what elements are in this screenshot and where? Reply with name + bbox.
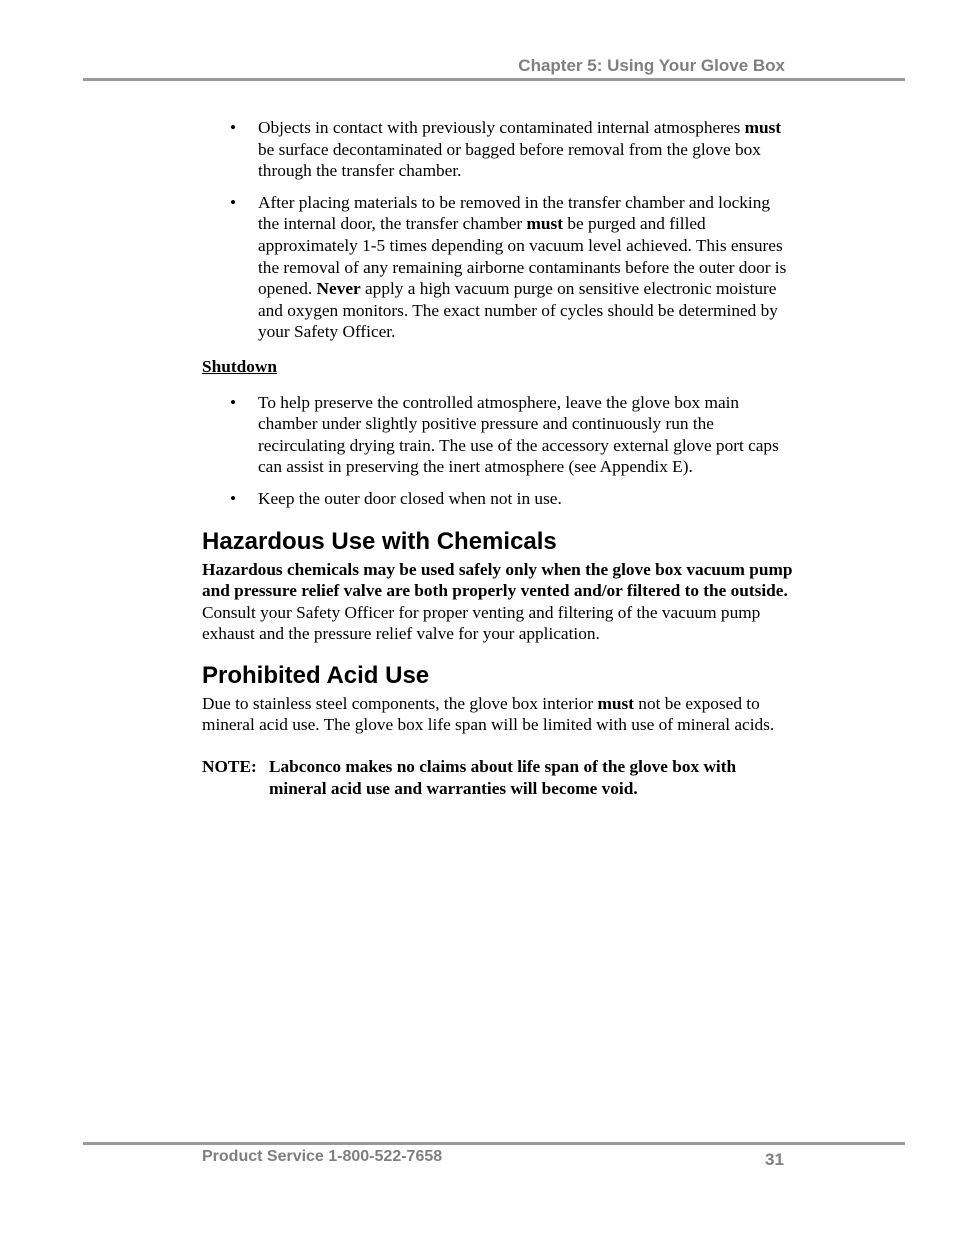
bullet-icon: • — [230, 392, 237, 412]
emphasis-text: must — [597, 693, 634, 713]
acid-text: not be exposed to mineral acid use. The glove box life span will be limited with use of mineral acids. — [202, 693, 775, 735]
list-item-text: To help preserve the controlled atmosphere, leave the glove box main chamber under slightly positive pressure and continuously run the recirculating drying train. The use of the accessory external glove port caps can assist in preserving the inert atmosphere (see Appendix E). — [258, 392, 779, 477]
list-item — [202, 488, 794, 510]
chapter-header: Chapter 5: Using Your Glove Box — [518, 56, 785, 75]
hazardous-bold-text: Hazardous chemicals may be used safely only when the glove box vacuum pump and pressure relief valve are both properly vented and/or filtered to the outside. — [202, 559, 793, 601]
list-item — [202, 117, 794, 182]
page-content — [202, 117, 794, 799]
acid-heading: Prohibited Acid Use — [202, 661, 430, 689]
hazardous-paragraph — [202, 559, 794, 645]
list-item-text: Objects in contact with previously contaminated internal atmospheres — [258, 118, 745, 137]
product-service-phone: Product Service 1-800-522-7658 — [202, 1148, 443, 1165]
list-item-text: be surface decontaminated or bagged before removal from the glove box through the transfer chamber. — [258, 139, 761, 181]
bullet-icon: • — [230, 118, 237, 137]
list-item — [202, 192, 794, 343]
emphasis-text: Never — [316, 279, 361, 299]
bullet-icon: • — [230, 488, 237, 508]
header-rule — [83, 78, 905, 81]
acid-paragraph — [202, 693, 794, 736]
bullet-list-top — [202, 117, 794, 343]
page-number: 31 — [765, 1150, 784, 1169]
shutdown-list — [202, 392, 794, 510]
footer-rule — [83, 1142, 905, 1145]
list-item — [202, 392, 794, 478]
acid-text: Due to stainless steel components, the glove box interior — [202, 693, 598, 713]
emphasis-text: must — [744, 118, 782, 137]
emphasis-text: must — [526, 214, 563, 234]
bullet-icon: • — [230, 192, 237, 212]
note-label: NOTE: — [202, 757, 257, 777]
note-block — [202, 756, 794, 799]
list-item-text: apply a high vacuum purge on sensitive electronic moisture and oxygen monitors. The exact number of cycles should be determined by your Safety Officer. — [258, 279, 778, 342]
hazardous-text: Consult your Safety Officer for proper venting and filtering of the vacuum pump exhaust and the pressure relief valve for your application. — [202, 602, 761, 644]
list-item-text: be purged and filled approximately 1-5 times depending on vacuum level achieved. This ensures the removal of any remaining airborne contaminants before the outer door is opened. — [258, 214, 787, 299]
list-item-text: Keep the outer door closed when not in use. — [258, 488, 562, 508]
list-item-text: After placing materials to be removed in the transfer chamber and locking the internal door, the transfer chamber — [258, 192, 770, 234]
shutdown-heading: Shutdown — [202, 356, 277, 376]
note-text: Labconco makes no claims about life span of the glove box with mineral acid use and warranties will become void. — [269, 757, 737, 798]
hazardous-heading: Hazardous Use with Chemicals — [202, 527, 557, 555]
